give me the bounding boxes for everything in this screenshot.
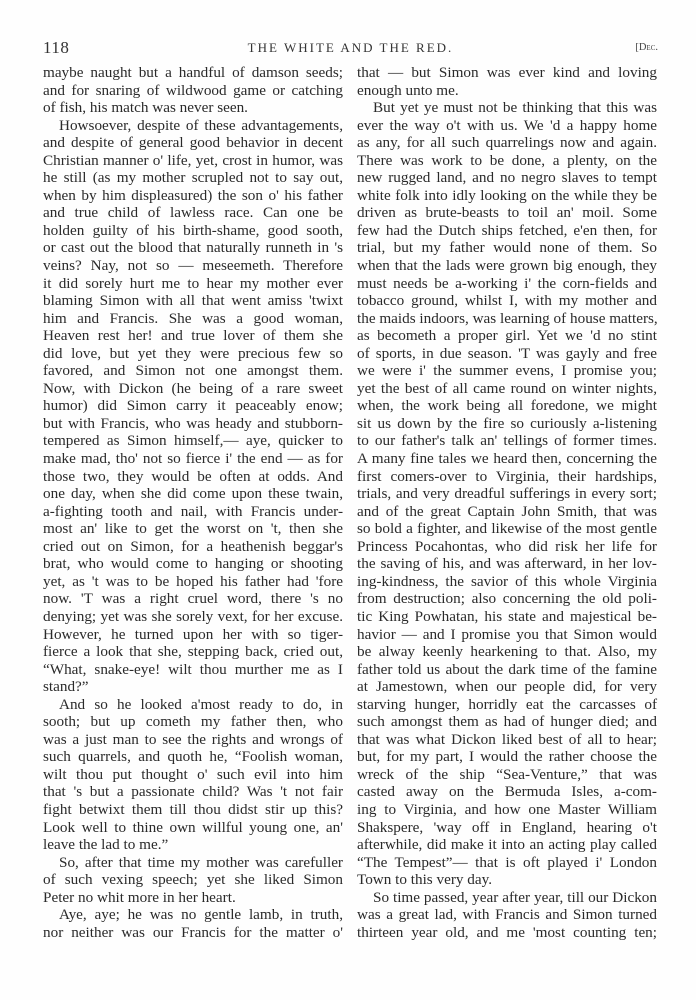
text-line: when that the lads were grown big enough, they — [357, 257, 657, 275]
running-title: THE WHITE AND THE RED. — [247, 40, 454, 55]
text-line: and despite of general good behavior in decent — [43, 134, 343, 152]
text-line: it did sorely hurt me to hear my mother ever — [43, 274, 343, 292]
text-line: Town to this very day. — [357, 871, 493, 889]
text-line: sooth; but up cometh my father then, who — [43, 713, 343, 731]
text-line: Heaven rest her! and true lover of them she — [43, 327, 343, 345]
text-line: ever the way o't with us. We 'd a happy home — [357, 116, 657, 134]
text-line: Princess Pocahontas, who did risk her life for — [357, 537, 657, 555]
text-line: denying; yet was she sorely vext, for her excuse. — [43, 607, 343, 625]
text-line: as becometh a proper girl. Yet we 'd no stint — [357, 327, 657, 345]
text-line: havior — and I promise you that Simon would — [357, 625, 657, 643]
text-line: was a just man to see the rights and wrongs of — [43, 730, 343, 748]
text-line: and of the great Captain John Smith, that was — [357, 502, 657, 520]
text-line: favored, and Simon not one amongst them. — [43, 362, 343, 380]
text-line: trial, but my father would none of them. So — [357, 239, 657, 257]
text-line: from destruction; also concerning the old poli- — [357, 590, 657, 608]
text-line: There was work to be done, a plenty, on the — [357, 151, 657, 169]
text-line: cried out on Simon, for a heathenish beggar's — [43, 537, 343, 555]
text-line: that 's but a passionate child? Was 't not fair — [43, 783, 343, 801]
text-line: Now, with Dickon (he being of a rare sweet — [43, 379, 343, 397]
text-line: fierce a look that she, stepping back, cried out, — [43, 643, 343, 661]
text-line: new rugged land, and no negro slaves to tempt — [357, 169, 657, 187]
text-line: stand?” — [43, 678, 89, 696]
text-line: afterwhile, did make it into an acting play called — [357, 836, 657, 854]
text-line: or cast out the blood that naturally runneth in 's — [43, 239, 343, 257]
text-line: and true child of lawless race. Can one be — [43, 204, 343, 222]
text-line: wilt thou put thought o' such evil into him — [43, 765, 343, 783]
text-line: Peter no whit more in her heart. — [43, 888, 236, 906]
text-line: of such vexing speech; yet she liked Simon — [43, 871, 343, 889]
text-line: of sports, in due season. 'T was gayly and free — [357, 344, 657, 362]
text-line: tic King Powhatan, his state and majestical be- — [357, 607, 657, 625]
text-line: him and Francis. She was a good woman, — [43, 309, 343, 327]
text-line: starving hunger, horridly eat the carcasses of — [357, 695, 657, 713]
text-line: most an' like to get the worst on 't, then she — [43, 520, 343, 538]
right-column — [357, 64, 657, 941]
text-line: “What, snake-eye! wilt thou murther me as I — [43, 660, 343, 678]
text-line: such quarrels, and quoth he, “Foolish woman, — [43, 748, 343, 766]
text-line: make mad, tho' not so fierce i' the end — as for — [43, 450, 343, 468]
text-line: the maids indoors, was learning of house matters, — [357, 309, 658, 327]
text-line: that was what Dickon liked best of all to hear; — [357, 730, 657, 748]
text-line: we were i' the summer evens, I promise you; — [357, 362, 657, 380]
text-line: tempered as Simon himself,— aye, quicker to — [43, 432, 343, 450]
text-line: fight betwixt them till thou didst stir up this? — [43, 800, 343, 818]
text-line: he still (as my mother scrupled not to say out, — [43, 169, 343, 187]
text-line: nor neither was our Francis for the matter o' — [43, 923, 343, 941]
text-line: now. 'T was a right cruel word, there 's no — [43, 590, 343, 608]
text-line: as any, for all such quarrelings now and again. — [357, 134, 657, 152]
text-line: enough unto me. — [357, 81, 459, 99]
text-line: And so he looked a'most ready to do, in — [59, 695, 343, 713]
text-line: Howsoever, despite of these advantagements, — [59, 116, 343, 134]
text-line: casted away on the Bermuda Isles, a-com- — [357, 783, 657, 801]
text-line: So time passed, year after year, till our Dickon — [373, 888, 657, 906]
text-line: But yet ye must not be thinking that this was — [373, 99, 657, 117]
text-line: ing to Virginia, and how one Master William — [357, 800, 657, 818]
text-line: tobacco ground, whilst I, with my mother and — [357, 292, 657, 310]
text-line: a-fighting tooth and nail, with Francis under- — [43, 502, 343, 520]
text-line: of fish, his match was never seen. — [43, 99, 248, 117]
text-line: Christian manner o' life, yet, crost in humor, was — [43, 151, 343, 169]
text-line: humor) did Simon carry it peaceably enow; — [43, 397, 343, 415]
text-line: Look well to thine own willful young one, an' — [43, 818, 343, 836]
text-line: leave the lad to me.” — [43, 836, 169, 854]
text-line: and for snaring of wildwood game or catching — [43, 81, 343, 99]
text-line: yet, as 't was to be hoped his father had 'fore — [43, 572, 343, 590]
text-line: the saving of his, and was afterward, in her lov- — [357, 555, 657, 573]
text-line: Aye, aye; he was no gentle lamb, in truth, — [59, 906, 343, 924]
text-line: when by him displeasured) the son o' his father — [43, 186, 343, 204]
text-line: did love, but yet they were precious few so — [43, 344, 343, 362]
text-line: so bold a fighter, and likewise of the most gentle — [357, 520, 657, 538]
text-line: ing-kindness, the savior of this whole Virginia — [357, 572, 657, 590]
text-line: but, for my part, I would the rather choose the — [357, 748, 657, 766]
text-line: first comers-over to Virginia, their hardships, — [357, 467, 657, 485]
text-line: those two, they would be often at odds. And — [43, 467, 343, 485]
text-line: was a great lad, with Francis and Simon turned — [357, 906, 657, 924]
left-column — [43, 64, 343, 941]
text-line: father told us about the dark time of the famine — [357, 660, 657, 678]
page-number: 118 — [43, 38, 70, 57]
text-line: to our father's talk an' tellings of former times. — [357, 432, 657, 450]
text-line: “The Tempest”— that is oft played i' London — [357, 853, 657, 871]
text-line: veins? Nay, not so — meseemeth. Therefore — [43, 257, 343, 275]
text-line: holden guilty of his birth-shame, good sooth, — [43, 221, 343, 239]
text-line: be alway keenly hearkening to that. Also, my — [357, 643, 657, 661]
text-line: few had the Dutch ships fetched, e'en then, for — [357, 221, 657, 239]
text-line: but with Francis, who was heady and stubborn- — [43, 414, 343, 432]
running-header — [43, 38, 658, 58]
text-line: when, the work being all foredone, we might — [357, 397, 657, 415]
text-line: that — but Simon was ever kind and loving — [357, 64, 657, 81]
text-line: yet the best of all came round on winter nights, — [357, 379, 657, 397]
text-line: white folk into idly looking on the while they be — [357, 186, 657, 204]
text-line: brat, who would come to hanging or shooting — [43, 555, 343, 573]
issue-month: [Dec. — [635, 42, 658, 53]
text-line: Shakspere, 'way off in England, hearing o't — [357, 818, 657, 836]
text-line: wreck of the ship “Sea-Venture,” that was — [357, 765, 657, 783]
text-line: one day, when she did come upon these twain, — [43, 485, 343, 503]
text-line: However, he turned upon her with so tiger- — [43, 625, 343, 643]
text-line: So, after that time my mother was carefuller — [59, 853, 343, 871]
text-line: such amongst them as had of hunger died; and — [357, 713, 657, 731]
text-line: at Jamestown, when our people did, for very — [357, 678, 657, 696]
text-line: must needs be a-working i' the corn-fields and — [357, 274, 657, 292]
text-line: A many fine tales we heard then, concerning the — [357, 450, 657, 468]
text-line: blaming Simon with all that went amiss 'twixt — [43, 292, 343, 310]
text-line: driven as brute-beasts to toil an' moil. Some — [357, 204, 657, 222]
text-line: trials, and very dreadful sufferings in every sort; — [357, 485, 657, 503]
text-line: sit us down by the fire so curiously a-listening — [357, 414, 657, 432]
text-line: maybe naught but a handful of damson seeds; — [43, 64, 343, 81]
text-line: thirteen year old, and me 'most counting ten; — [357, 923, 657, 941]
